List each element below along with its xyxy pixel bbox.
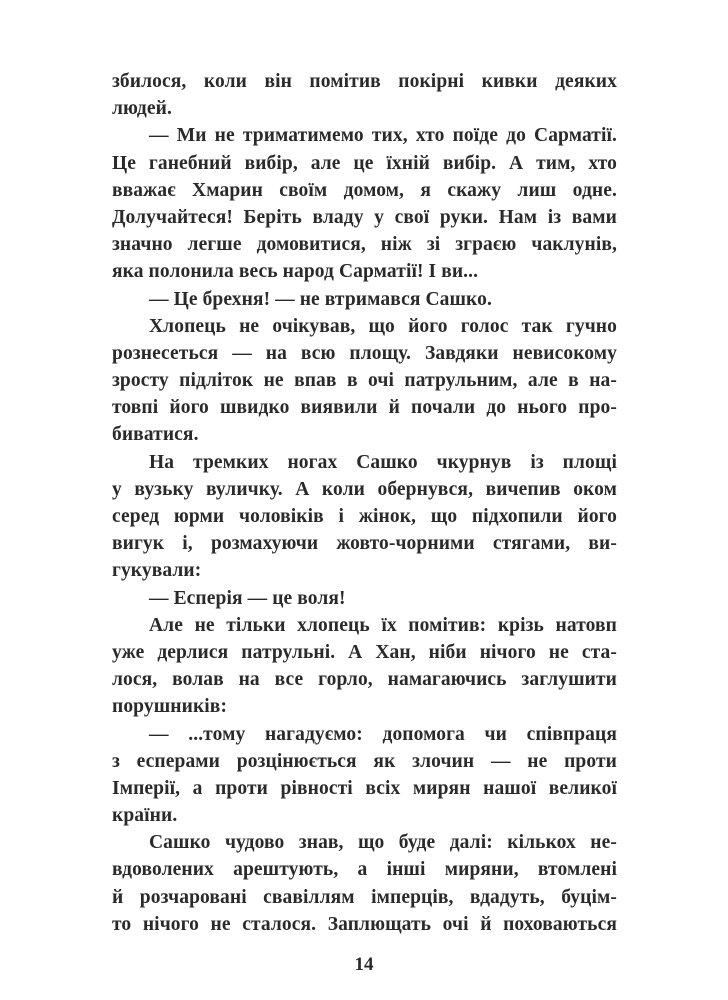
text-line: Імперії, а проти рівності всіх мирян нашої великої <box>112 777 617 799</box>
paragraph <box>112 612 617 721</box>
text-line: — Ми не триматимемо тих, хто поїде до Сарматії. <box>149 125 617 147</box>
paragraph <box>112 313 617 449</box>
text-line: зросту підліток не впав в очі патрульним, але в на- <box>112 370 617 392</box>
text-line: з есперами розцінюється як злочин — не проти <box>112 750 617 772</box>
text-line: вдоволених арештують, а інші миряни, втомлені <box>112 859 617 881</box>
text-line: людей. <box>112 98 172 120</box>
paragraph <box>112 829 617 938</box>
text-line: Хлопець не очікував, що його голос так гучно <box>149 315 617 337</box>
text-line: Долучайтеся! Беріть владу у свої руки. Нам із вами <box>112 206 617 228</box>
page-body <box>112 68 617 938</box>
text-line: товпі його швидко виявили й почали до нього про- <box>112 397 617 419</box>
page-number: 14 <box>354 954 374 975</box>
text-line: уже дерлися патрульні. А Хан, ніби нічого не ста- <box>112 641 617 663</box>
text-line: вигук і, розмахуючи жовто-чорними стягами, ви- <box>112 533 617 555</box>
paragraph <box>112 721 617 830</box>
text-line: Сашко чудово знав, що буде далі: кількох не- <box>149 832 617 854</box>
text-line: значно легше домовитися, ніж зі зграєю чаклунів, <box>112 234 617 256</box>
text-line: — Есперія — це воля! <box>149 587 346 609</box>
text-line: лося, волав на все горло, намагаючись заглушити <box>112 669 617 691</box>
paragraph <box>112 122 617 285</box>
text-line: у вузьку вуличку. А коли обернувся, вичепив оком <box>112 478 617 500</box>
paragraph <box>112 68 617 122</box>
text-line: то нічого не сталося. Заплющать очі й поховаються <box>112 913 617 935</box>
paragraph <box>112 449 617 585</box>
text-line: гукували: <box>112 560 202 582</box>
text-line: вважає Хмарин своїм домом, я скажу лиш одне. <box>112 179 617 201</box>
text-line: рознесеться — на всю площу. Завдяки невисокому <box>112 342 617 364</box>
text-line: Але не тільки хлопець їх помітив: крізь натовп <box>149 614 617 636</box>
text-line: й розчаровані свавіллям імперців, вдадуть, буцім- <box>112 886 617 908</box>
text-line: Це ганебний вибір, але це їхній вибір. А тим, хто <box>112 152 617 174</box>
text-line: яка полонила весь народ Сарматії! І ви... <box>112 261 479 283</box>
text-line: порушників: <box>112 696 228 718</box>
paragraph <box>112 585 617 612</box>
text-line: — Це брехня! — не втримався Сашко. <box>149 288 492 310</box>
text-line: серед юрми чоловіків і жінок, що підхопили його <box>112 506 617 527</box>
text-line: країни. <box>112 805 178 827</box>
paragraph <box>112 286 617 313</box>
text-line: — ...тому нагадуємо: допомога чи співпраця <box>149 723 617 745</box>
text-line: биватися. <box>112 424 199 446</box>
text-line: На тремких ногах Сашко чкурнув із площі <box>149 451 617 473</box>
text-line: збилося, коли він помітив покірні кивки деяких <box>112 71 617 92</box>
